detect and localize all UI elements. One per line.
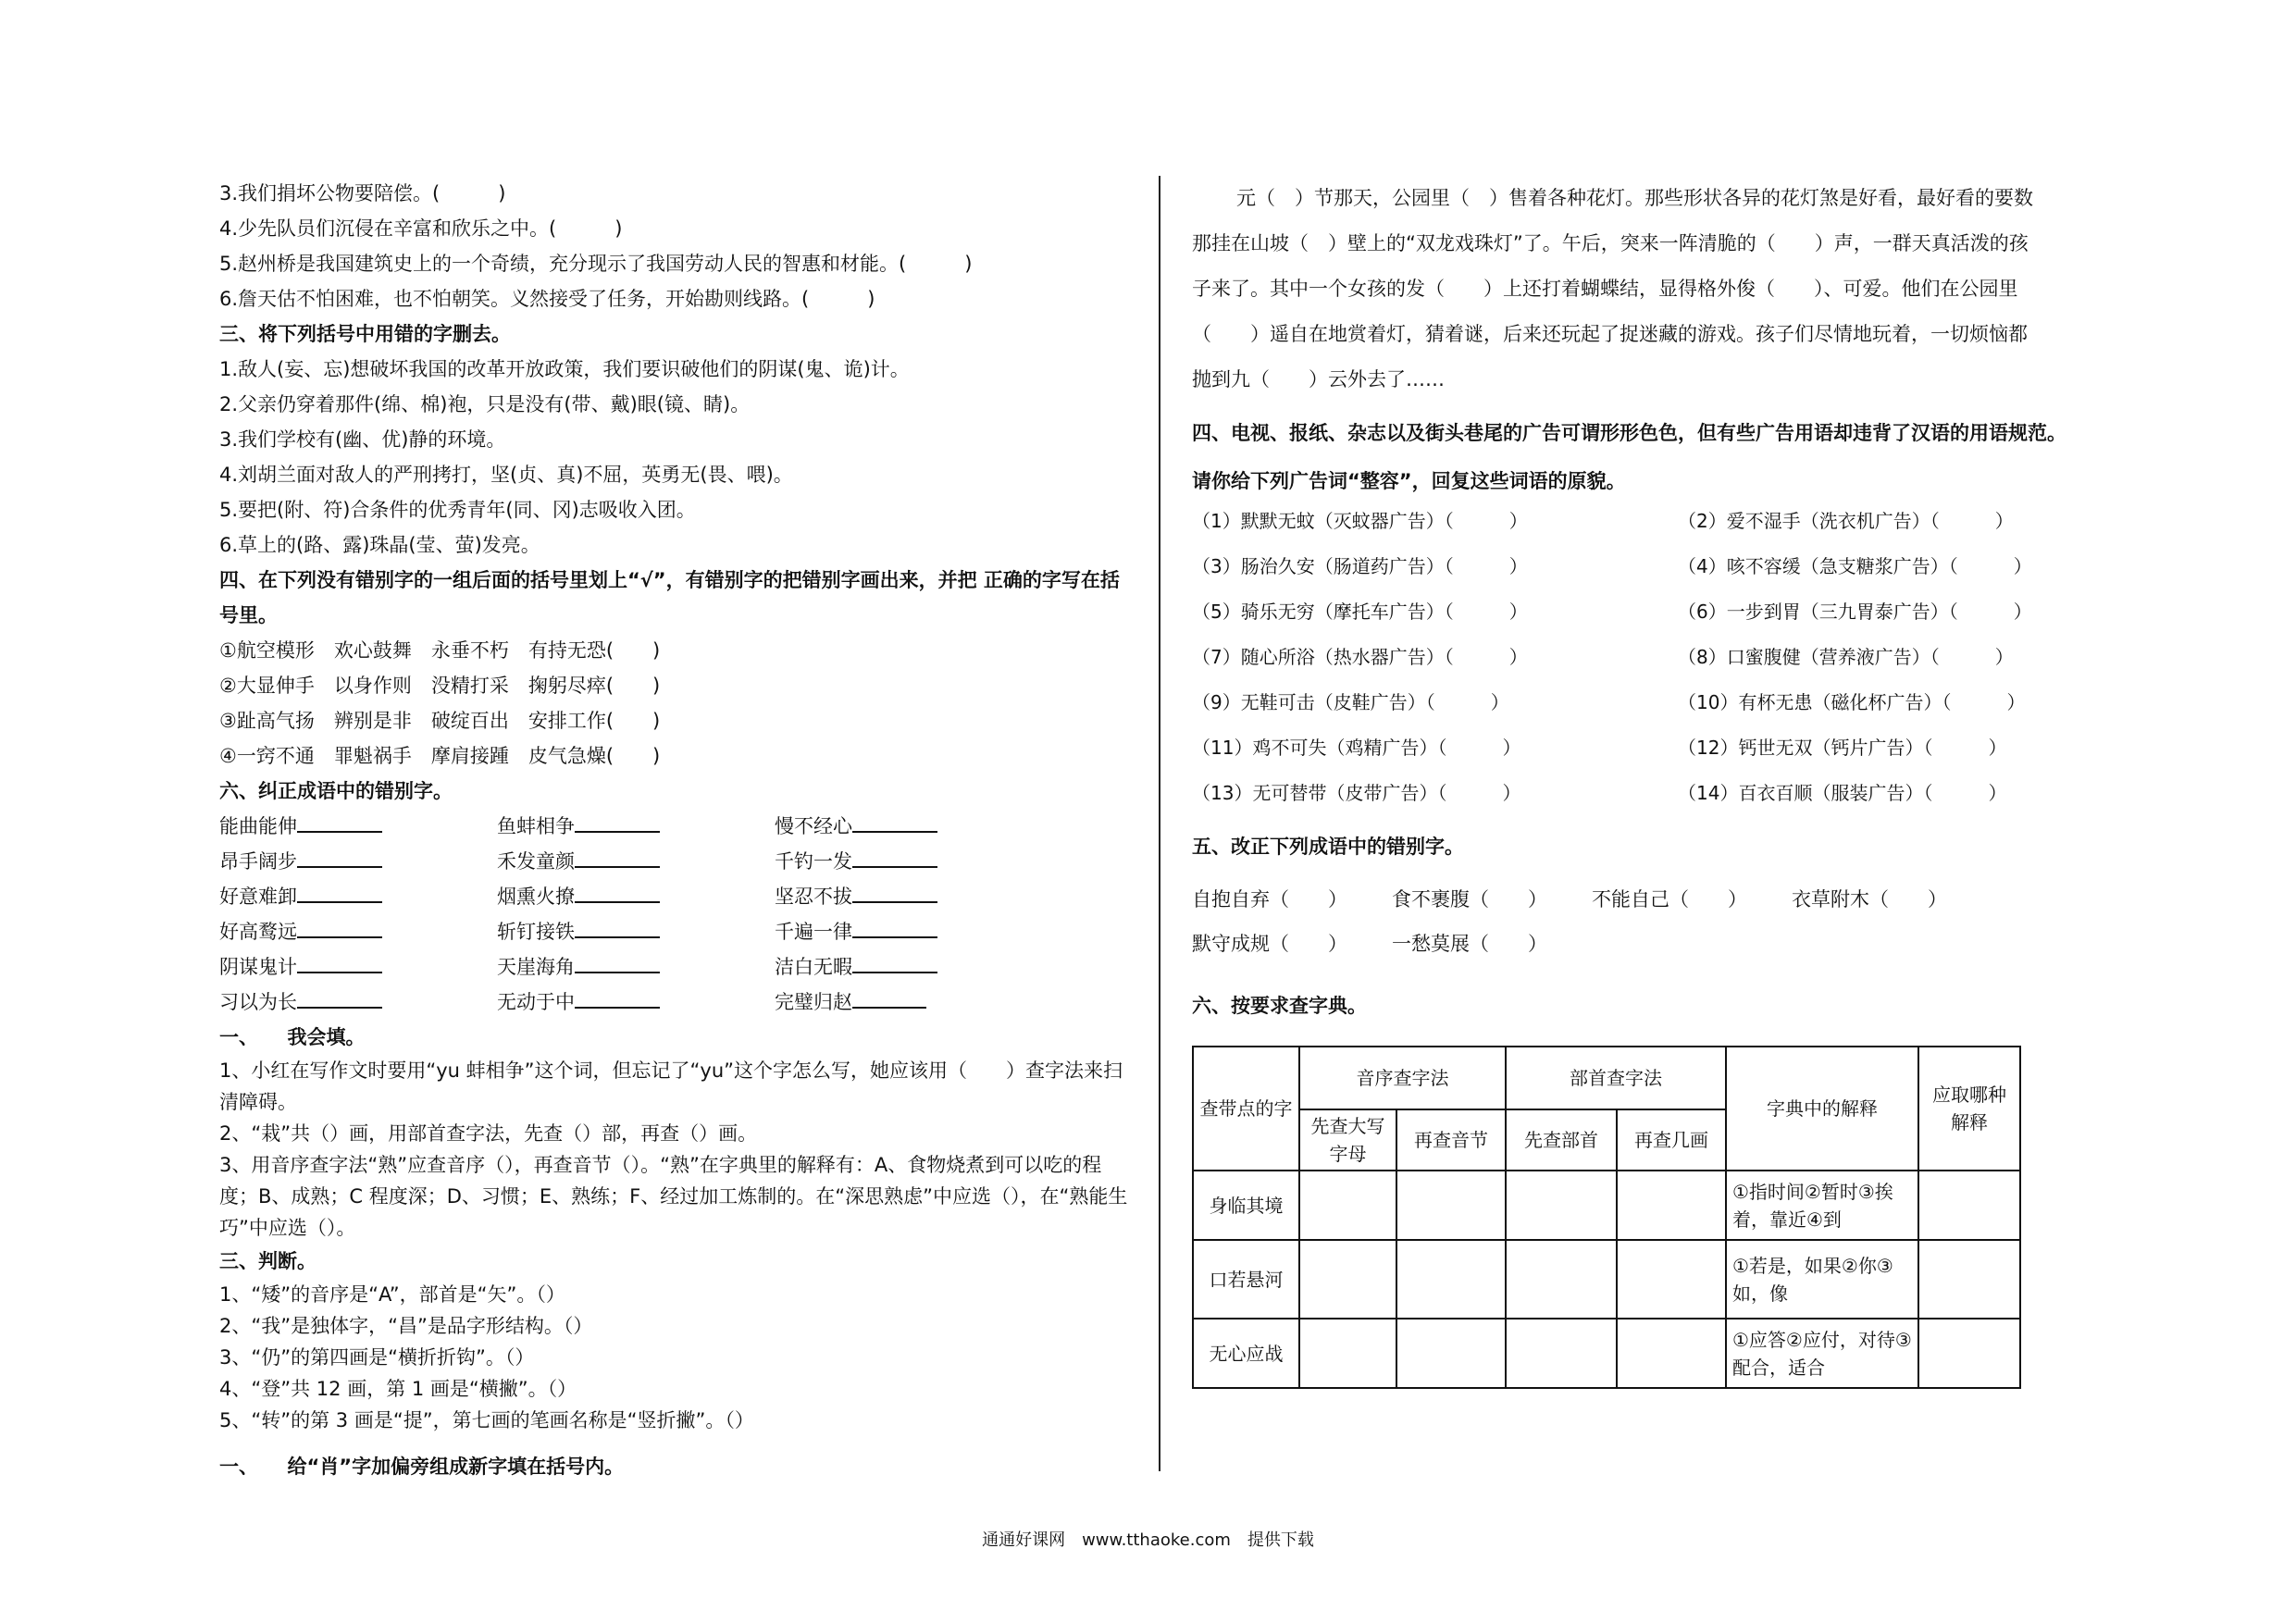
answer-cell[interactable] (1299, 1240, 1396, 1319)
header-cell: 先查大写字母 (1299, 1109, 1396, 1171)
section-title: 一、 我会填。 (219, 1026, 366, 1048)
question-item: 3、用音序查字法“熟”应查音序（），再查音节（）。“熟”在字典里的解释有：A、食物烧煮到可以吃的程度；B、成熟；C 程度深；D、习惯；E、熟练；F、经过加工炼制的。在“深思熟虑”中应选（），在“熟能生巧”中应选（）。 (219, 1154, 1128, 1239)
idiom-grid (219, 809, 1131, 1020)
header-cell: 字典中的解释 (1726, 1047, 1918, 1171)
word-cell: 口若悬河 (1193, 1240, 1299, 1319)
ad-item: （7）随心所浴（热水器广告）（ ） (1192, 646, 1528, 668)
idiom-cell: 能曲能伸 (219, 809, 497, 844)
section-subtitle: 请你给下列广告词“整容”，回复这些词语的原貌。 (1192, 470, 1626, 492)
idiom-fix-item: 不能自己（ ） (1592, 888, 1747, 911)
header-cell: 应取哪种解释 (1918, 1047, 2020, 1171)
section-title: 三、将下列括号中用错的字删去。 (219, 323, 511, 345)
idiom-cell: 无动于中 (497, 985, 775, 1020)
judge-item: 5.赵州桥是我国建筑史上的一个奇绩，充分现示了我国劳动人民的智惠和材能。( ) (219, 253, 973, 275)
question-item: ①航空模形 欢心鼓舞 永垂不朽 有持无恐( ) (219, 639, 661, 662)
question-item: 1.敌人(妄、忘)想破坏我国的改革开放政策，我们要识破他们的阴谋(鬼、诡)计。 (219, 358, 910, 380)
header-cell: 音序查字法 (1299, 1047, 1506, 1109)
question-item: ③趾高气扬 辨别是非 破绽百出 安排工作( ) (219, 710, 661, 732)
right-column (1192, 176, 2066, 1389)
ad-item: （11）鸡不可失（鸡精广告）（ ） (1192, 737, 1521, 759)
table-row (1193, 1171, 2020, 1240)
ad-item: （12）钙世无双（钙片广告）（ ） (1678, 737, 2007, 759)
idiom-cell: 昂手阔步 (219, 844, 497, 879)
idiom-cell: 好意难卸 (219, 879, 497, 914)
judge-item: 5、“转”的第 3 画是“提”，第七画的笔画名称是“竖折撇”。（） (219, 1409, 754, 1431)
header-cell: 再查音节 (1396, 1109, 1506, 1171)
left-column (219, 176, 1131, 1484)
idiom-cell: 洁白无暇 (775, 949, 1052, 985)
explain-cell: ①应答②应付，对待③配合，适合 (1726, 1319, 1918, 1388)
header-cell: 查带点的字 (1193, 1047, 1299, 1171)
ad-item: （10）有杯无患（磁化杯广告）（ ） (1678, 691, 2026, 713)
ad-item: （14）百衣百顺（服装广告）（ ） (1678, 782, 2007, 804)
header-cell: 部首查字法 (1506, 1047, 1726, 1109)
ad-item: （13）无可替带（皮带广告）（ ） (1192, 782, 1521, 804)
idiom-cell: 完璧归赵 (775, 985, 1052, 1020)
header-cell: 再查几画 (1617, 1109, 1726, 1171)
question-item: 2、“栽”共（）画，用部首查字法，先查（）部，再查（）画。 (219, 1122, 758, 1145)
column-divider (1159, 176, 1160, 1471)
ad-item: （3）肠治久安（肠道药广告）（ ） (1192, 555, 1528, 577)
idiom-fix-item: 默守成规（ ） (1192, 933, 1347, 955)
idiom-cell: 天崖海角 (497, 949, 775, 985)
idiom-cell: 禾发童颜 (497, 844, 775, 879)
answer-cell[interactable] (1617, 1171, 1726, 1240)
question-item: 1、小红在写作文时要用“yu 蚌相争”这个词，但忘记了“yu”这个字怎么写，她应该用（ ）查字法来扫清障碍。 (219, 1059, 1123, 1113)
idiom-fix-item: 自抱自弃（ ） (1192, 888, 1347, 911)
answer-cell[interactable] (1396, 1240, 1506, 1319)
ad-item: （4）咳不容缓（急支糖浆广告）（ ） (1678, 555, 2032, 577)
question-item: ④一窍不通 罪魁祸手 摩肩接踵 皮气急燥( ) (219, 745, 661, 767)
idiom-fix-row (1192, 922, 2034, 966)
answer-cell[interactable] (1299, 1171, 1396, 1240)
idiom-fix-item: 食不裹腹（ ） (1392, 888, 1547, 911)
idiom-cell: 好高鹜远 (219, 914, 497, 949)
judge-item: 6.詹天估不怕困难，也不怕朝笑。义然接受了任务，开始勘则线路。( ) (219, 288, 875, 310)
idiom-cell: 烟熏火撩 (497, 879, 775, 914)
judge-item: 2、“我”是独体字，“昌”是品字形结构。（） (219, 1315, 593, 1337)
story-paragraph: 元（ ）节那天，公园里（ ）售着各种花灯。那些形状各异的花灯煞是好看，最好看的要数那挂在山坡（ ）壁上的“双龙戏珠灯”了。午后，突来一阵清脆的（ ）声，一群天真活泼的孩子来了。其中一个女孩的发（ ）上还打着蝴蝶结，显得格外俊（ ）、可爱。他们在公园里（ ）遥自在地赏着灯，猜着谜，后来还玩起了捉迷藏的游戏。孩子们尽情地玩着，一切烦恼都抛到九（ ）云外去了…… (1192, 187, 2033, 390)
idiom-cell: 千遍一律 (775, 914, 1052, 949)
explain-cell: ①指时间②暂时③挨着，靠近④到 (1726, 1171, 1918, 1240)
question-item: ②大显伸手 以身作则 没精打采 掬躬尽瘁( ) (219, 675, 661, 697)
word-cell: 无心应战 (1193, 1319, 1299, 1388)
answer-cell[interactable] (1299, 1319, 1396, 1388)
ad-item: （1）默默无蚊（灭蚊器广告）（ ） (1192, 510, 1528, 532)
judge-item: 4、“登”共 12 画，第 1 画是“横撇”。（） (219, 1378, 577, 1400)
table-row (1193, 1240, 2020, 1319)
answer-cell[interactable] (1506, 1240, 1617, 1319)
idiom-cell: 千钓一发 (775, 844, 1052, 879)
ad-item: （5）骑乐无穷（摩托车广告）（ ） (1192, 601, 1528, 623)
judge-item: 4.少先队员们沉侵在辛富和欣乐之中。( ) (219, 217, 623, 240)
answer-cell[interactable] (1617, 1319, 1726, 1388)
judge-item: 3、“仍”的第四画是“横折折钩”。（） (219, 1346, 535, 1369)
section-title: 四、在下列没有错别字的一组后面的括号里划上“√”，有错别字的把错别字画出来，并把 正确的字写在括号里。 (219, 569, 1120, 626)
section-title: 三、判断。 (219, 1250, 316, 1272)
section-title: 六、纠正成语中的错别字。 (219, 780, 453, 802)
idiom-cell: 坚忍不拔 (775, 879, 1052, 914)
idiom-fix-item: 一愁莫展（ ） (1392, 933, 1547, 955)
section-title: 一、 给“肖”字加偏旁组成新字填在括号内。 (219, 1456, 625, 1478)
header-cell: 先查部首 (1506, 1109, 1617, 1171)
idiom-cell: 习以为长 (219, 985, 497, 1020)
idiom-fix-item: 衣草附木（ ） (1792, 888, 1947, 911)
question-item: 3.我们学校有(幽、优)静的环境。 (219, 428, 506, 451)
idiom-cell: 斩钉接铁 (497, 914, 775, 949)
page-footer: 通通好课网 www.tthaoke.com 提供下载 (982, 1530, 1314, 1550)
section-title: 四、电视、报纸、杂志以及街头巷尾的广告可谓形形色色，但有些广告用语却违背了汉语的用语规范。 (1192, 422, 2066, 444)
question-item: 2.父亲仍穿着那件(绵、棉)袍，只是没有(带、戴)眼(镜、睛)。 (219, 393, 751, 415)
explain-cell: ①若是，如果②你③如，像 (1726, 1240, 1918, 1319)
dictionary-table (1192, 1046, 2021, 1389)
answer-cell[interactable] (1617, 1240, 1726, 1319)
answer-cell[interactable] (1918, 1171, 2020, 1240)
word-cell: 身临其境 (1193, 1171, 1299, 1240)
question-item: 4.刘胡兰面对敌人的严刑拷打，坚(贞、真)不屈，英勇无(畏、喂)。 (219, 464, 793, 486)
question-item: 6.草上的(路、露)珠晶(莹、萤)发亮。 (219, 534, 540, 556)
ad-list (1192, 499, 2034, 816)
answer-cell[interactable] (1396, 1171, 1506, 1240)
answer-cell[interactable] (1506, 1171, 1617, 1240)
idiom-cell: 慢不经心 (775, 809, 1052, 844)
idiom-fix-row (1192, 877, 2034, 922)
answer-cell[interactable] (1396, 1319, 1506, 1388)
ad-item: （6）一步到胃（三九胃泰广告）（ ） (1678, 601, 2032, 623)
answer-cell[interactable] (1506, 1319, 1617, 1388)
answer-cell[interactable] (1918, 1319, 2020, 1388)
ad-item: （9）无鞋可击（皮鞋广告）（ ） (1192, 691, 1509, 713)
question-item: 5.要把(附、符)合条件的优秀青年(同、冈)志吸收入团。 (219, 499, 696, 521)
judge-item: 1、“矮”的音序是“A”，部首是“矢”。（） (219, 1283, 565, 1306)
section-title: 六、按要求查字典。 (1192, 995, 1367, 1017)
table-row (1193, 1319, 2020, 1388)
ad-item: （8）口蜜腹健（营养液广告）（ ） (1678, 646, 2014, 668)
idiom-cell: 阴谋鬼计 (219, 949, 497, 985)
judge-item: 3.我们捐坏公物要陪偿。( ) (219, 182, 506, 204)
ad-item: （2）爱不湿手（洗衣机广告）（ ） (1678, 510, 2014, 532)
idiom-cell: 鱼蚌相争 (497, 809, 775, 844)
section-title: 五、改正下列成语中的错别字。 (1192, 836, 1464, 858)
answer-cell[interactable] (1918, 1240, 2020, 1319)
